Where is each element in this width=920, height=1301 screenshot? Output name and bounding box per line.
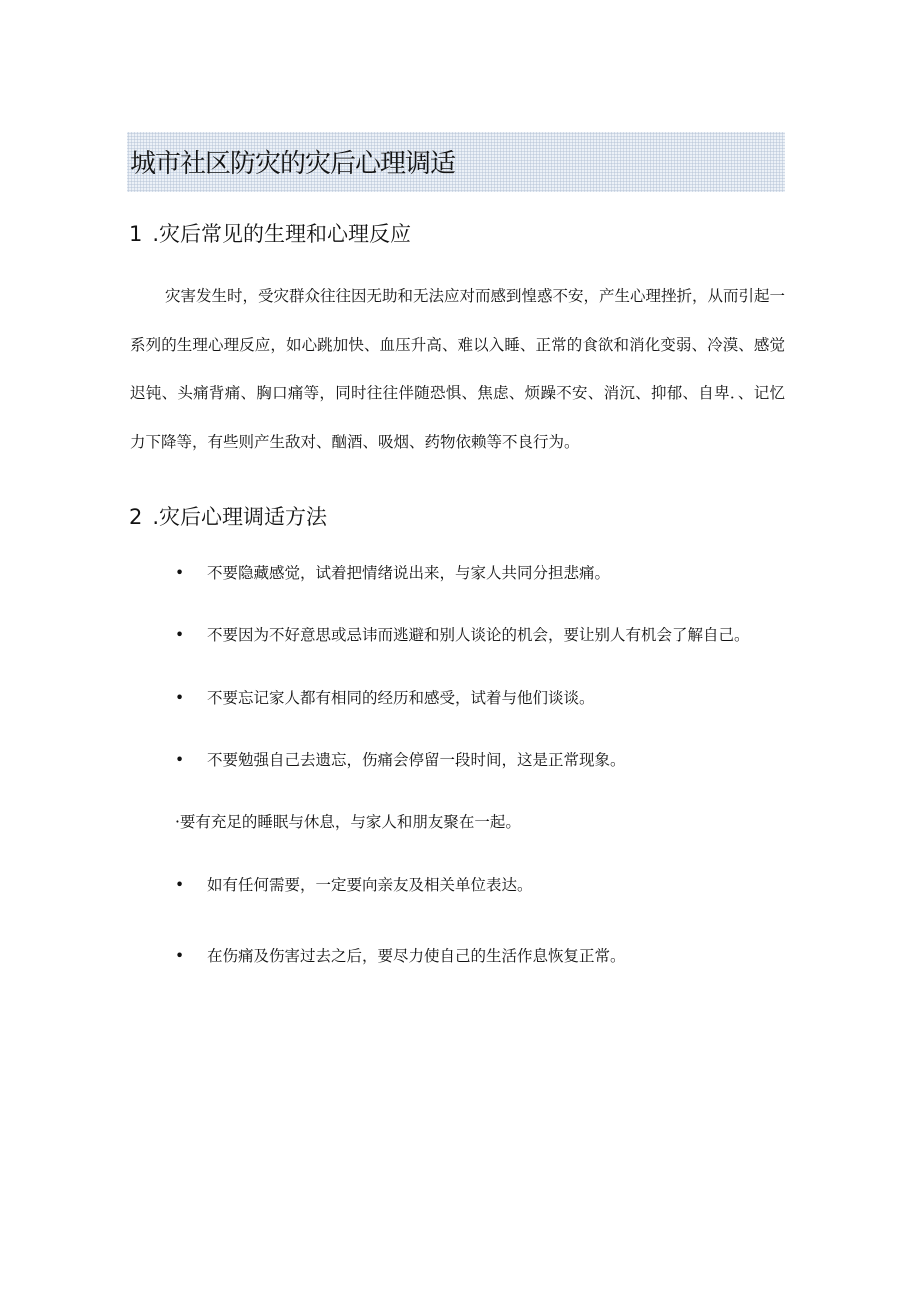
section-1-number: 1 xyxy=(129,222,143,246)
bullet-icon: • xyxy=(175,751,185,769)
list-item-text: 在伤痛及伤害过去之后，要尽力使自己的生活作息恢复正常。 xyxy=(207,947,626,965)
section-2-title: .灾后心理调适方法 xyxy=(152,505,328,529)
bullet-icon: • xyxy=(175,947,185,965)
section-2-heading xyxy=(129,501,327,531)
bullet-icon: • xyxy=(175,876,185,894)
list-item: ·要有充足的睡眠与休息，与家人和朋友聚在一起。 xyxy=(175,813,521,831)
list-item-text: 不要忘记家人都有相同的经历和感受，试着与他们谈谈。 xyxy=(207,689,595,707)
section-2-number: 2 xyxy=(129,505,143,529)
list-item xyxy=(175,873,533,895)
list-item xyxy=(175,561,610,583)
list-item xyxy=(175,686,595,708)
bullet-icon: • xyxy=(175,564,185,582)
bullet-icon: • xyxy=(175,689,185,707)
list-item-text: 如有任何需要，一定要向亲友及相关单位表达。 xyxy=(207,876,533,894)
list-item xyxy=(175,623,750,645)
list-item-text: 不要隐藏感觉，试着把情绪说出来，与家人共同分担悲痛。 xyxy=(207,564,611,582)
list-item xyxy=(175,748,626,770)
title-banner xyxy=(127,132,785,192)
list-item xyxy=(175,944,626,966)
section-1-heading xyxy=(129,218,411,248)
list-item-text: 不要勉强自己去遗忘，伤痛会停留一段时间，这是正常现象。 xyxy=(207,751,626,769)
list-item-text: 不要因为不好意思或忌讳而逃避和别人谈论的机会，要让别人有机会了解自己。 xyxy=(207,626,750,644)
section-1-title: .灾后常见的生理和心理反应 xyxy=(152,222,412,246)
section-1-paragraph: 灾害发生时，受灾群众往往因无助和无法应对而感到惶惑不安，产生心理挫折，从而引起一系列的生理心理反应，如心跳加快、血压升高、难以入睡、正常的食欲和消化变弱、冷漠、感觉迟钝、头痛背痛、胸口痛等，同时往往伴随恐惧、焦虑、烦躁不安、消沉、抑郁、自卑．、记忆力下降等，有些则产生敌对、酗酒、吸烟、药物依赖等不良行为。 xyxy=(130,287,786,451)
bullet-icon: • xyxy=(175,626,185,644)
page-title: 城市社区防灾的灾后心理调适 xyxy=(130,149,456,179)
